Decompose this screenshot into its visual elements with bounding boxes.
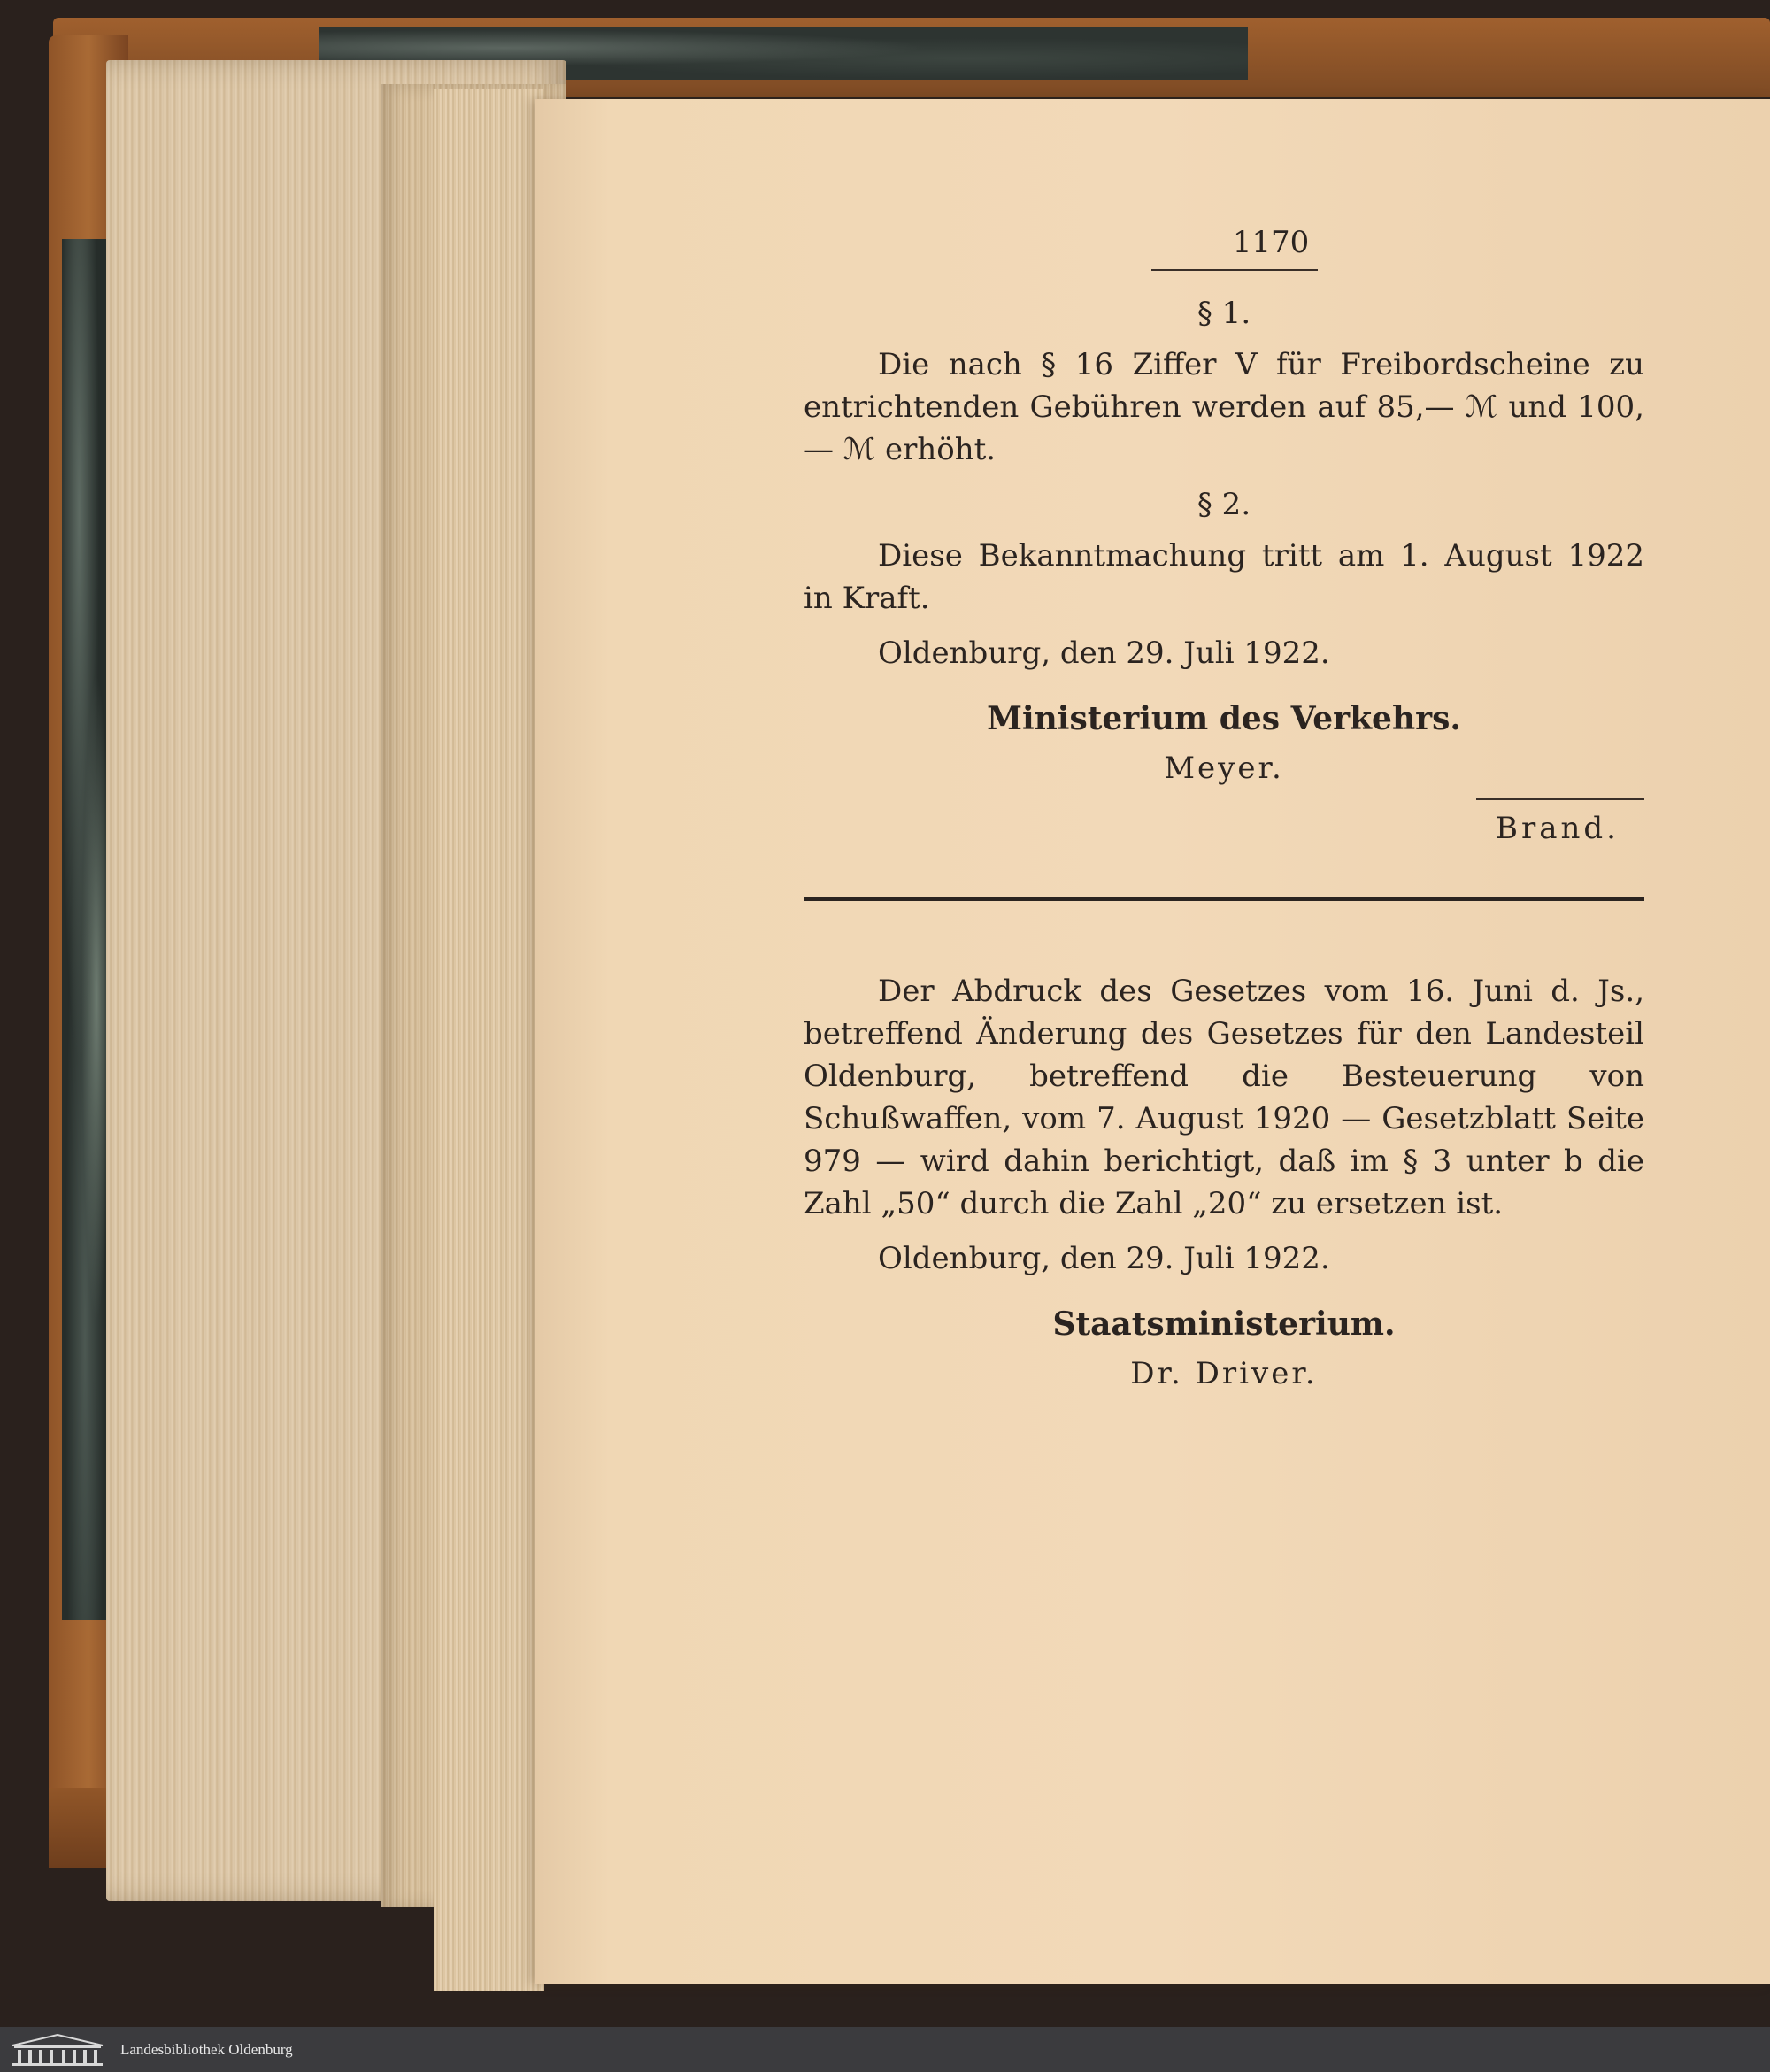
section-heading-2: § 2. [1197,487,1251,522]
page-number-rule [1151,269,1318,271]
library-building-icon [5,2031,110,2068]
paragraph-effective-date: Diese Bekanntmachung tritt am 1. August 1922 in Kraft. [804,538,1644,616]
section-heading-1: § 1. [1197,296,1251,331]
page-number: 1170 [1232,225,1310,260]
library-name[interactable]: Landesbibliothek Oldenburg [120,2040,293,2058]
paragraph-fees: Die nach § 16 Ziffer V für Freibordscheine zu entrichtenden Gebühren werden auf 85,— ℳ und 100,— ℳ erhöht. [804,347,1644,467]
countersignature-1: Brand. [1496,811,1620,846]
footer-bar [0,2027,1770,2072]
page-edges [434,89,544,1991]
countersign-rule [1476,798,1644,800]
issuing-authority-1: Ministerium des Verkehrs. [987,700,1461,737]
page-content [804,221,1644,1398]
signature-2: Dr. Driver. [1130,1356,1318,1391]
signature-1: Meyer. [1164,751,1284,786]
paragraph-correction: Der Abdruck des Gesetzes vom 16. Juni d. Js., betreffend Änderung des Gesetzes für den Landesteil Oldenburg, betreffend die Besteuerung von Schußwaffen, vom 7. August 1920 — Gesetzblatt Seite 979 — wird dahin berichtigt, daß im § 3 unter b die Zahl „50“ durch die Zahl „20“ zu ersetzen ist. [804,974,1644,1221]
section-divider [804,897,1644,901]
place-date-1: Oldenburg, den 29. Juli 1922. [878,635,1330,671]
place-date-2: Oldenburg, den 29. Juli 1922. [878,1241,1330,1276]
issuing-authority-2: Staatsministerium. [1052,1306,1396,1343]
